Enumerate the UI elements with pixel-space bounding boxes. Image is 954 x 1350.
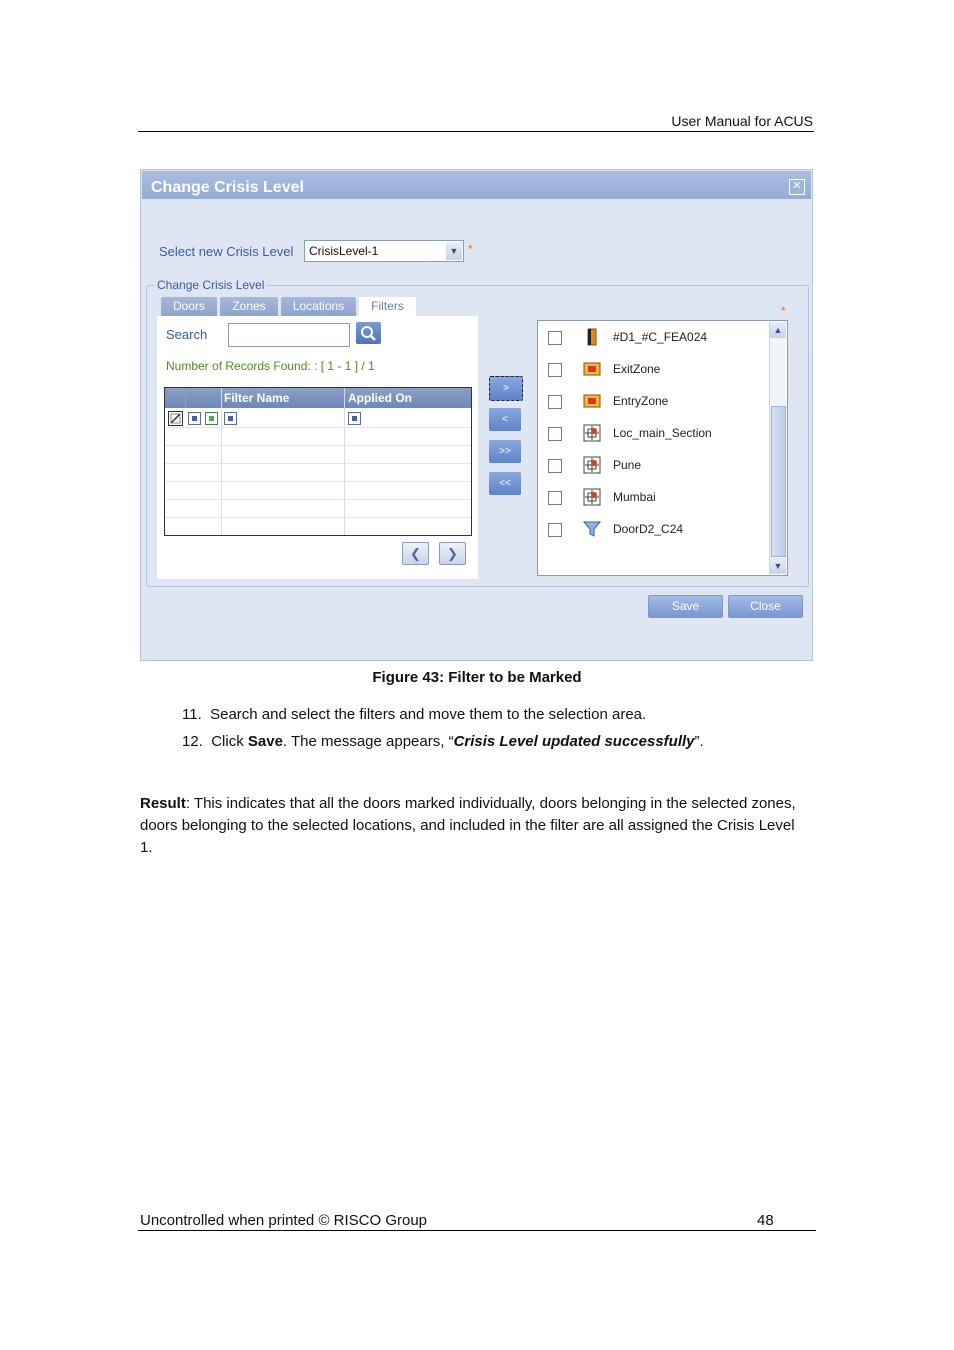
- close-icon[interactable]: ✕: [789, 179, 805, 195]
- door-type-icon: [188, 412, 201, 425]
- grid-header-applied-on: Applied On: [348, 391, 412, 405]
- search-button[interactable]: [356, 322, 381, 344]
- next-page-button[interactable]: [439, 542, 466, 565]
- required-indicator: *: [468, 242, 473, 256]
- move-all-right-button[interactable]: >>: [489, 440, 521, 463]
- edit-icon[interactable]: [168, 411, 183, 426]
- grid-row-line: [165, 427, 471, 428]
- item-checkbox[interactable]: [548, 491, 562, 505]
- search-label: Search: [166, 327, 208, 342]
- crisis-level-value: CrisisLevel-1: [309, 244, 379, 258]
- manual-title: User Manual for ACUS: [671, 113, 813, 129]
- item-checkbox[interactable]: [548, 331, 562, 345]
- dialog-titlebar: [142, 171, 811, 199]
- dialog-title: Change Crisis Level: [151, 179, 304, 196]
- item-checkbox[interactable]: [548, 427, 562, 441]
- step-text: Search and select the filters and move them to the selection area.: [210, 706, 647, 723]
- search-icon: [356, 322, 381, 344]
- location-icon: [583, 456, 601, 474]
- step-text-pre: Click: [211, 733, 248, 750]
- close-button[interactable]: Close: [728, 595, 803, 618]
- item-label: Pune: [613, 458, 642, 472]
- page-number: 48: [757, 1212, 774, 1229]
- zone-type-icon: [205, 412, 218, 425]
- header-divider: [138, 131, 814, 132]
- crisis-level-label: Select new Crisis Level: [159, 244, 294, 259]
- required-indicator-list: *: [781, 304, 786, 318]
- grid-row-line: [165, 499, 471, 500]
- tab-filters[interactable]: Filters: [359, 297, 416, 316]
- applied-on-dot: [352, 416, 357, 421]
- item-checkbox[interactable]: [548, 363, 562, 377]
- available-items-list: [537, 320, 788, 576]
- result-paragraph: [140, 793, 800, 859]
- step-number: 12.: [182, 733, 203, 750]
- tab-zones[interactable]: Zones: [220, 297, 278, 316]
- tab-doors[interactable]: Doors: [161, 297, 217, 316]
- step-text-mid: . The message appears, “: [282, 733, 454, 750]
- grid-header: [165, 388, 471, 408]
- change-crisis-level-dialog: [140, 169, 813, 661]
- records-found: Number of Records Found: : [ 1 - 1 ] / 1: [166, 359, 375, 373]
- scroll-down-icon[interactable]: ▼: [770, 558, 786, 574]
- item-label: Loc_main_Section: [613, 426, 712, 440]
- step-number: 11.: [182, 706, 202, 723]
- result-label: Result: [140, 795, 186, 812]
- move-left-button[interactable]: <: [489, 408, 521, 431]
- step-text-post: ”.: [694, 733, 704, 750]
- figure-caption: Figure 43: Filter to be Marked: [372, 669, 582, 686]
- zone-icon: [583, 360, 601, 378]
- item-checkbox[interactable]: [548, 459, 562, 473]
- grid-row-line: [165, 463, 471, 464]
- grid-row-line: [165, 517, 471, 518]
- location-icon: [583, 424, 601, 442]
- move-all-left-button[interactable]: <<: [489, 472, 521, 495]
- step-save-bold: Save: [247, 733, 283, 750]
- search-input[interactable]: [228, 323, 350, 347]
- move-right-button[interactable]: >: [489, 376, 523, 401]
- zone-type-dot: [209, 416, 214, 421]
- chevron-right-icon: ❯: [447, 546, 458, 561]
- item-label: EntryZone: [613, 394, 669, 408]
- grid-row-line: [165, 445, 471, 446]
- crisis-level-select[interactable]: [304, 240, 464, 262]
- filter-icon: [583, 520, 601, 538]
- chevron-down-icon[interactable]: ▼: [446, 242, 462, 260]
- table-row[interactable]: [165, 409, 471, 427]
- applied-on-icon: [348, 412, 361, 425]
- filters-grid: [164, 387, 472, 536]
- group-legend: Change Crisis Level: [157, 278, 265, 292]
- footer-text: Uncontrolled when printed © RISCO Group: [140, 1212, 428, 1229]
- location-type-icon: [224, 412, 237, 425]
- item-checkbox[interactable]: [548, 523, 562, 537]
- item-label: DoorD2_C24: [613, 522, 684, 536]
- scrollbar-thumb[interactable]: [771, 406, 786, 557]
- scroll-up-icon[interactable]: ▲: [770, 322, 786, 338]
- footer-divider: [138, 1230, 816, 1231]
- item-label: #D1_#C_FEA024: [613, 330, 708, 344]
- grid-header-filter-name: Filter Name: [224, 391, 290, 405]
- item-label: Mumbai: [613, 490, 656, 504]
- filters-panel: [157, 316, 478, 579]
- location-type-dot: [228, 416, 233, 421]
- zone-icon: [583, 392, 601, 410]
- result-text: : This indicates that all the doors marked individually, doors belonging in the selected zones, doors belonging to the selected locations, and included in the filter are all assigned the Crisis Level 1.: [140, 795, 796, 856]
- door-type-dot: [192, 416, 197, 421]
- step-message: Crisis Level updated successfully: [453, 733, 695, 750]
- grid-separator: [185, 388, 186, 408]
- save-button[interactable]: Save: [648, 595, 723, 618]
- step-11: [182, 706, 646, 723]
- tab-locations[interactable]: Locations: [281, 297, 356, 316]
- location-icon: [583, 488, 601, 506]
- chevron-left-icon: ❮: [410, 546, 421, 561]
- grid-row-line: [165, 481, 471, 482]
- item-checkbox[interactable]: [548, 395, 562, 409]
- item-label: ExitZone: [613, 362, 661, 376]
- prev-page-button[interactable]: [402, 542, 429, 565]
- step-12: [182, 733, 704, 750]
- list-scrollbar[interactable]: [769, 322, 786, 574]
- door-icon: [583, 328, 601, 346]
